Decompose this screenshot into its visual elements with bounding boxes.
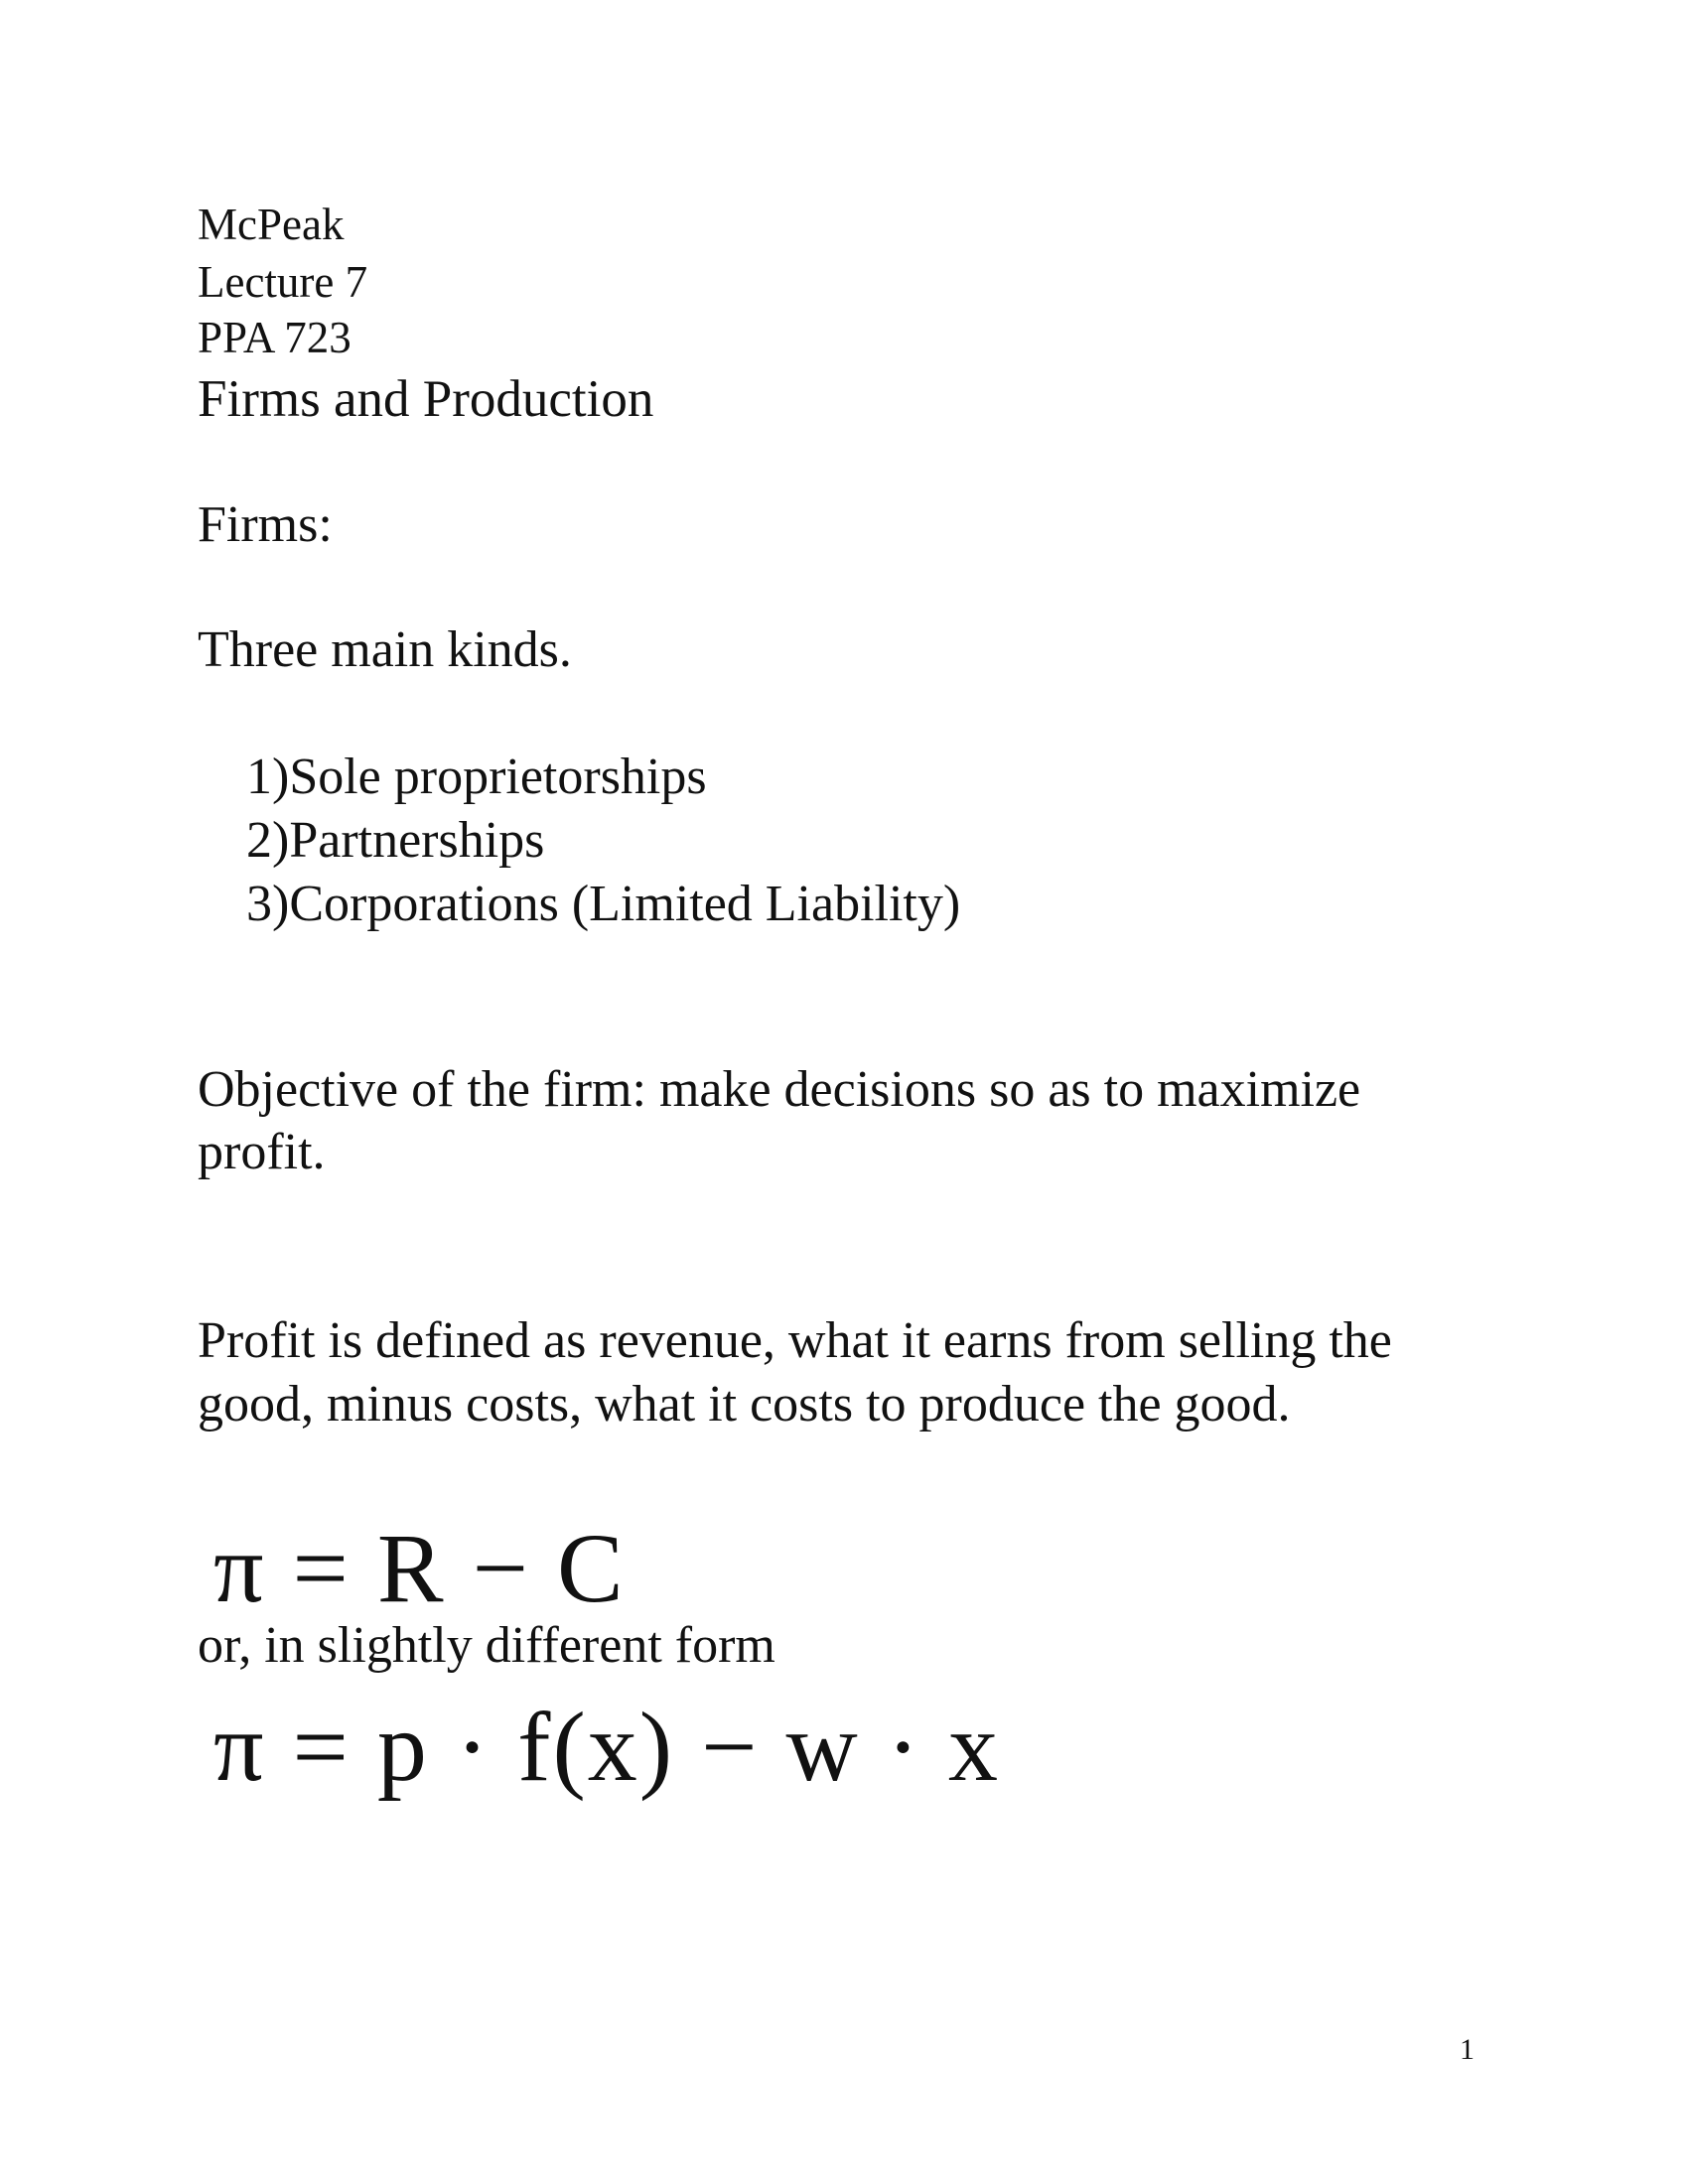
list-item: 3)Corporations (Limited Liability) bbox=[246, 876, 961, 932]
objective-line-2: profit. bbox=[198, 1124, 326, 1180]
list-item: 1)Sole proprietorships bbox=[246, 749, 707, 805]
document-title: Firms and Production bbox=[198, 370, 654, 428]
intro-text: Three main kinds. bbox=[198, 621, 572, 678]
objective-line-1: Objective of the firm: make decisions so as to maximize bbox=[198, 1061, 1361, 1118]
course-code: PPA 723 bbox=[198, 313, 352, 362]
lecture-number: Lecture 7 bbox=[198, 257, 368, 307]
equation-profit: π = R − C bbox=[213, 1513, 626, 1623]
section-heading: Firms: bbox=[198, 496, 333, 553]
list-item: 2)Partnerships bbox=[246, 812, 545, 869]
equation-profit-expanded: π = p · f(x) − w · x bbox=[213, 1692, 1001, 1802]
profit-definition-line-1: Profit is defined as revenue, what it earns from selling the bbox=[198, 1312, 1392, 1369]
profit-definition-line-2: good, minus costs, what it costs to produce the good. bbox=[198, 1376, 1291, 1433]
connector-text: or, in slightly different form bbox=[198, 1617, 775, 1674]
author: McPeak bbox=[198, 200, 345, 249]
page-number: 1 bbox=[1460, 2033, 1475, 2066]
